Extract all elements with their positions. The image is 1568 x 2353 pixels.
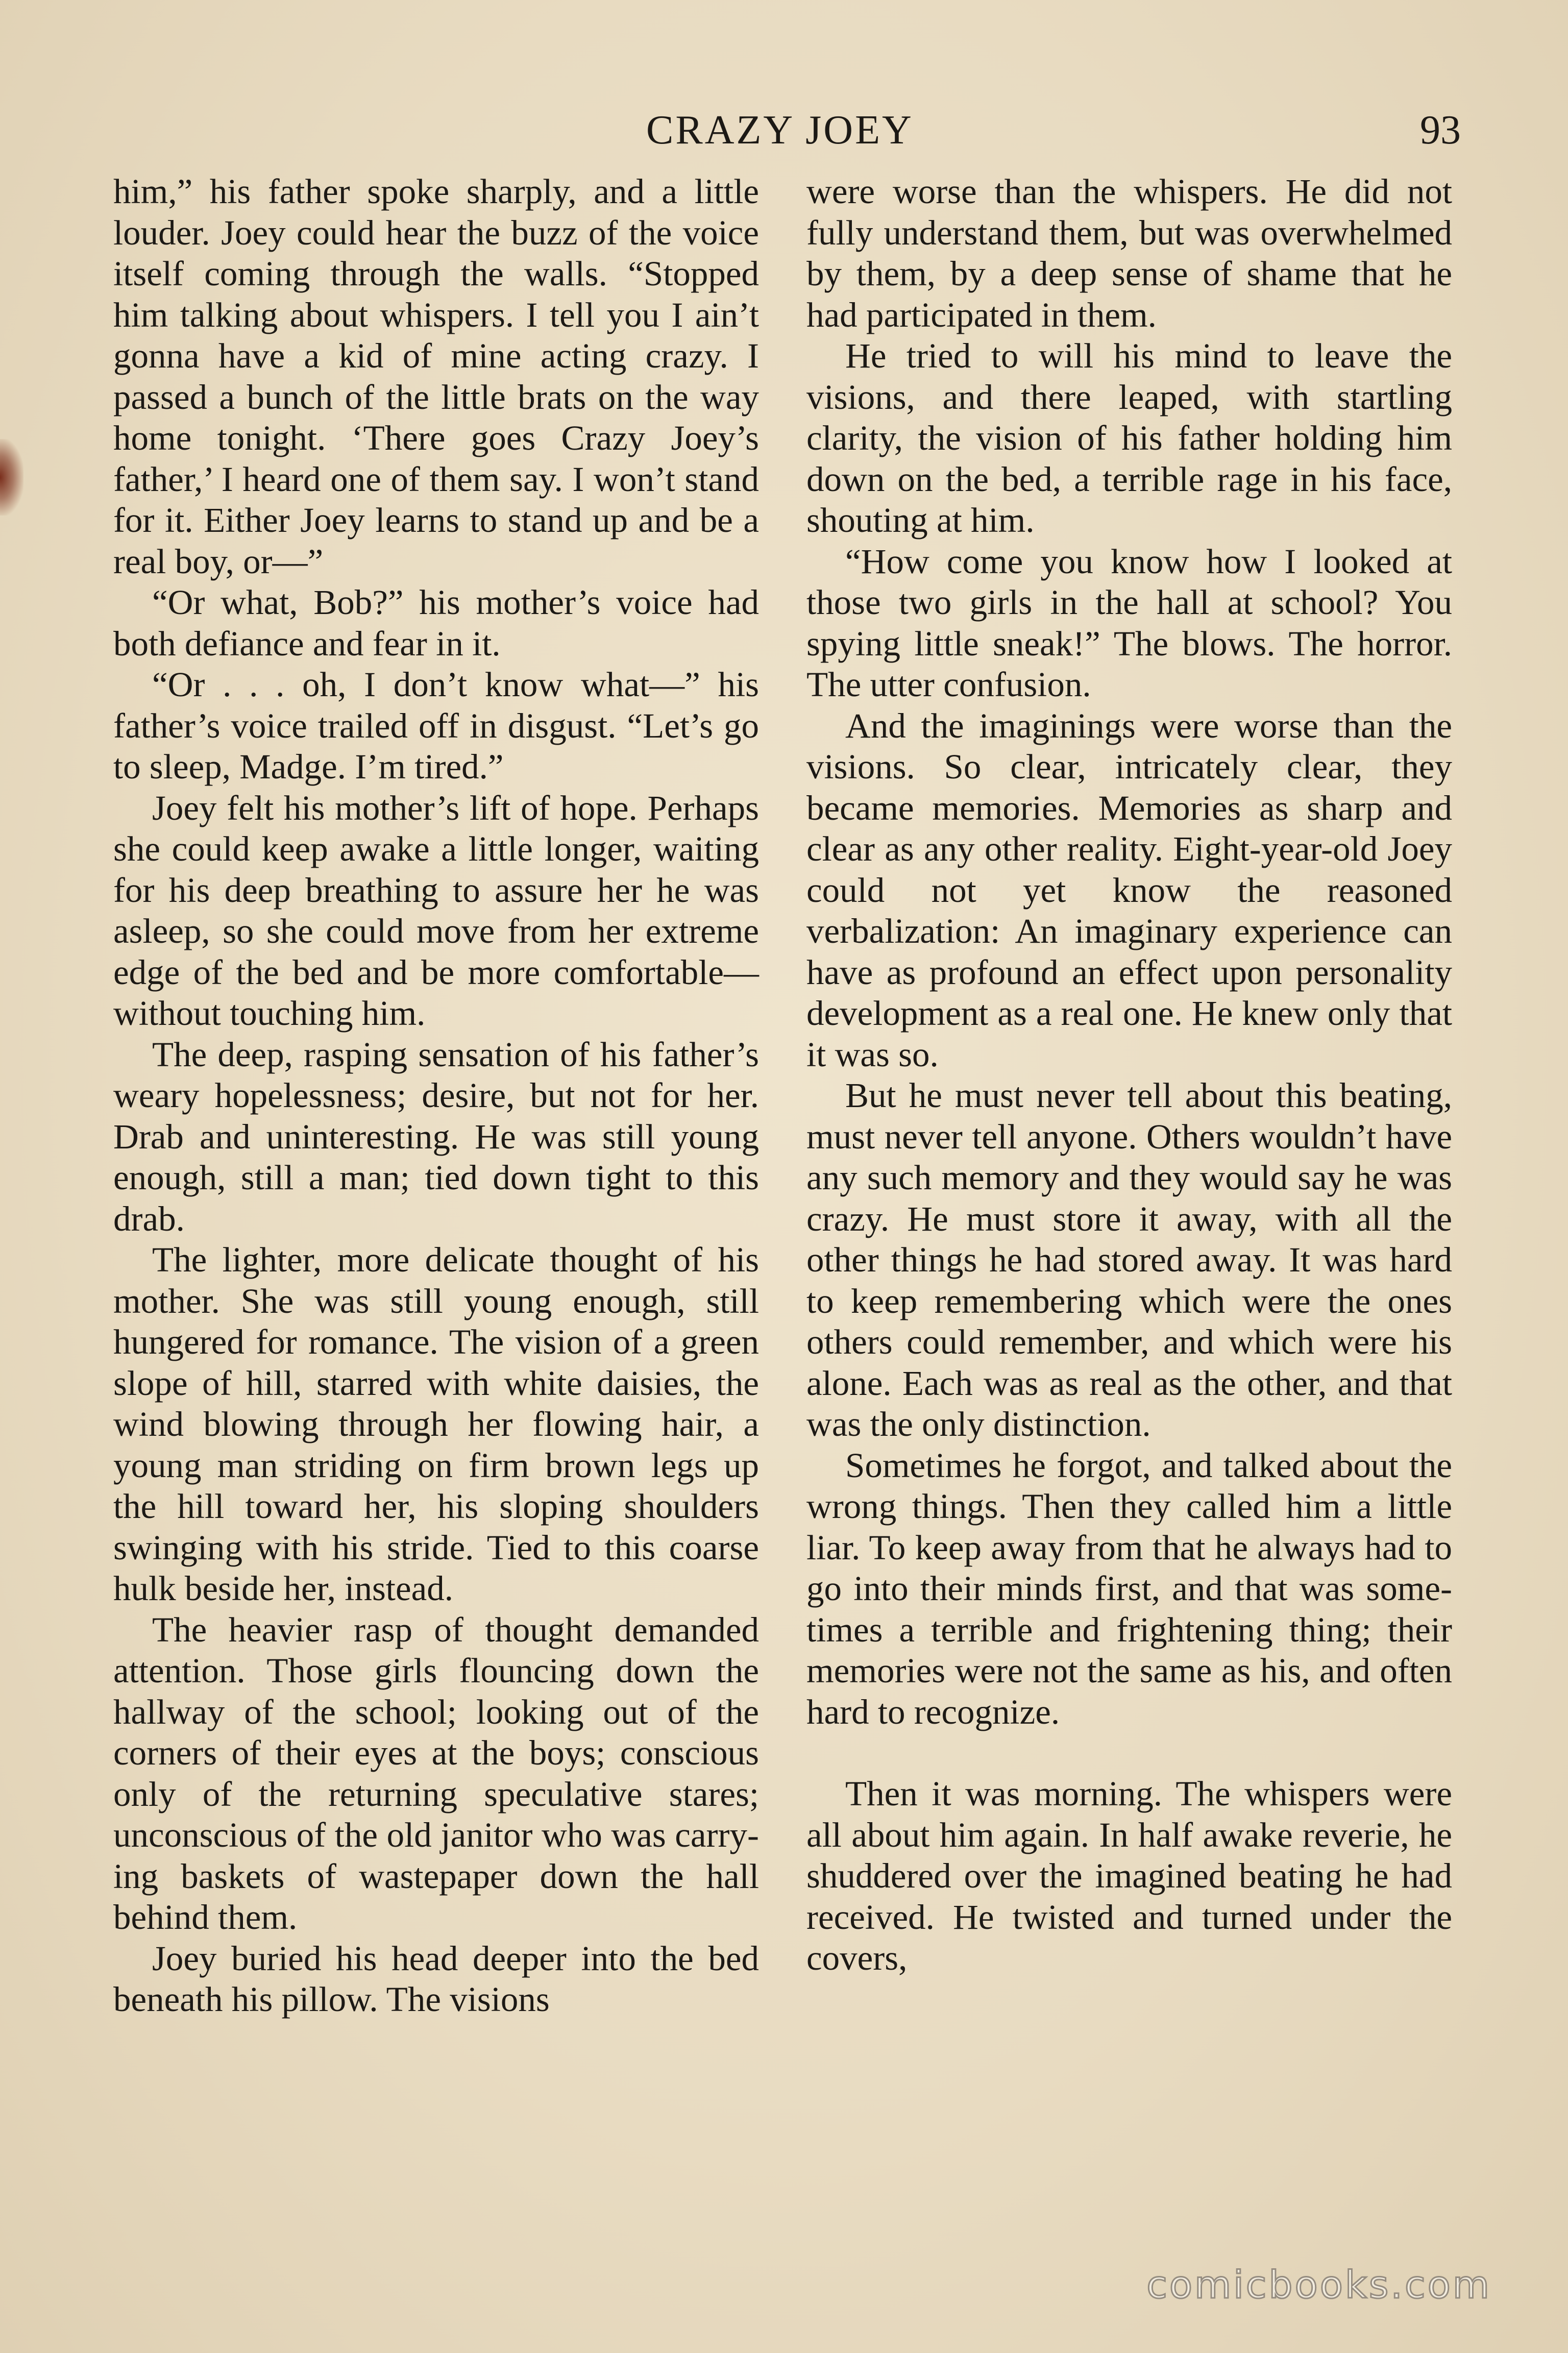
page-edge-stain <box>0 439 23 516</box>
paragraph: Joey buried his head deeper into the bed beneath his pillow. The visions <box>113 1939 759 2019</box>
right-column <box>806 171 1452 1979</box>
paragraph: Joey felt his mother’s lift of hope. Perhaps she could keep awake a little longer, waiting for his deep breathing to assure her he was asleep, so she could move from her extreme edge of the bed and be more comfortable—without touching him. <box>113 788 759 1033</box>
paragraph: “Or . . . oh, I don’t know what—” his father’s voice trailed off in disgust. “Let’s go to sleep, Madge. I’m tired.” <box>113 665 759 786</box>
watermark: comicbooks.com <box>1146 2263 1491 2307</box>
paragraph: “How come you know how I looked at those two girls in the hall at school? You spying little sneak!” The blows. The horror. The utter confusion. <box>806 542 1452 704</box>
paragraph: Then it was morning. The whispers were all about him again. In half awake reverie, he shuddered over the imagined beating he had received. He twisted and turned under the covers, <box>806 1774 1452 1977</box>
paragraph: And the imaginings were worse than the visions. So clear, intricately clear, they became memories. Memories as sharp and clear as any other reality. Eight-year-old Joey could not yet know the reasoned verbalization: An imaginary experience can have as profound an effect upon personality development as a real one. He knew only that it was so. <box>806 706 1452 1074</box>
paragraph: “Or what, Bob?” his mother’s voice had both defiance and fear in it. <box>113 583 759 663</box>
running-header <box>0 102 1568 158</box>
paragraph: him,” his father spoke sharply, and a little louder. Joey could hear the buzz of the voice itself coming through the walls. “Stopped him talking about whispers. I tell you I ain’t gonna have a kid of mine acting crazy. I passed a bunch of the little brats on the way home tonight. ‘There goes Crazy Joey’s father,’ I heard one of them say. I won’t stand for it. Either Joey learns to stand up and be a real boy, or—” <box>113 172 759 581</box>
paragraph: But he must never tell about this beating, must never tell anyone. Others wouldn’t have any such memory and they would say he was crazy. He must store it away, with all the other things he had stored away. It was hard to keep remembering which were the ones others could remember, and which were his alone. Each was as real as the other, and that was the only distinction. <box>806 1076 1452 1443</box>
left-column <box>113 171 759 2020</box>
paragraph: He tried to will his mind to leave the visions, and there leaped, with startling clarity, the vision of his father holding him down on the bed, a terrible rage in his face, shouting at him. <box>806 336 1452 540</box>
paragraph: were worse than the whispers. He did not fully understand them, but was overwhelmed by them, by a deep sense of shame that he had participated in them. <box>806 172 1452 334</box>
paragraph: The deep, rasping sensation of his father’s weary hopelessness; desire, but not for her. Drab and uninteresting. He was still young enough, still a man; tied down tight to this drab. <box>113 1035 759 1238</box>
paragraph: Sometimes he forgot, and talked about the wrong things. Then they called him a little liar. To keep away from that he always had to go into their minds first, and that was sometimes a terrible and frightening thing; their memories were not the same as his, and often hard to recognize. <box>806 1445 1452 1731</box>
chapter-title: CRAZY JOEY <box>646 108 914 153</box>
paragraph: The heavier rasp of thought demanded attention. Those girls flouncing down the hallway of the school; looking out of the corners of their eyes at the boys; conscious only of the returning speculative stares; unconscious of the old janitor who was carrying baskets of wastepaper down the hall behind them. <box>113 1610 759 1937</box>
paragraph: The lighter, more delicate thought of his mother. She was still young enough, still hungered for romance. The vision of a green slope of hill, starred with white daisies, the wind blowing through her flowing hair, a young man striding on firm brown legs up the hill toward her, his sloping shoulders swinging with his stride. Tied to this coarse hulk beside her, instead. <box>113 1240 759 1608</box>
page-number: 93 <box>1420 108 1461 153</box>
